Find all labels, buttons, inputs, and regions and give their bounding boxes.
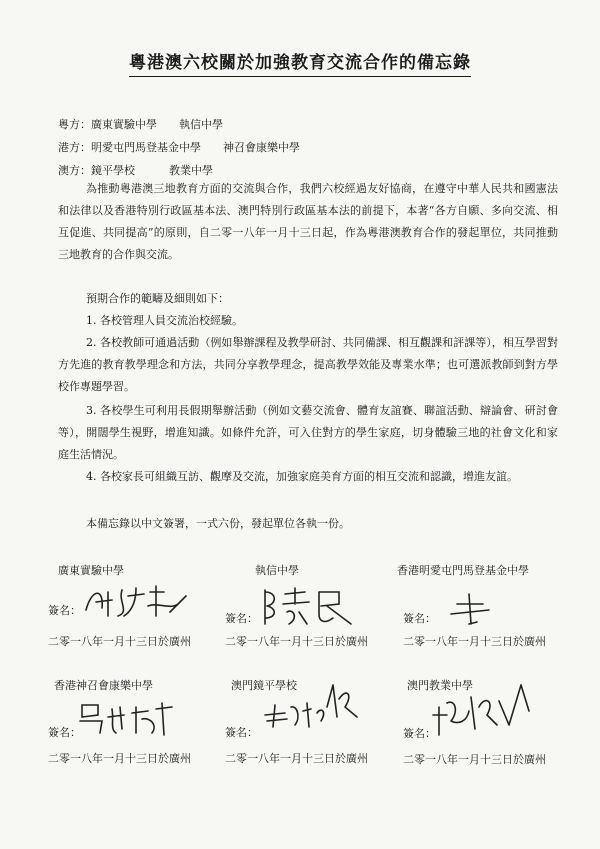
signature-label: 簽名： — [403, 727, 436, 740]
party-label: 港方： — [58, 141, 91, 154]
signing-date: 二零一八年一月十三日於廣州 — [225, 752, 368, 765]
signature-label: 簽名： — [48, 726, 81, 739]
signature-block — [225, 562, 400, 652]
signatory-school: 執信中學 — [255, 564, 299, 577]
party-school: 執信中學 — [179, 118, 223, 131]
handwritten-signature — [261, 677, 371, 731]
signature-label: 簽名： — [225, 612, 258, 625]
signatory-school: 香港明愛屯門馬登基金中學 — [397, 564, 529, 577]
party-hongkong — [58, 139, 300, 155]
party-label: 粵方： — [58, 118, 91, 131]
signing-date: 二零一八年一月十三日於廣州 — [48, 752, 191, 765]
signature-block — [403, 677, 578, 767]
party-macau — [58, 162, 213, 178]
document-title-text: 粵港澳六校關於加強教育交流合作的備忘錄 — [129, 53, 471, 77]
signature-label: 簽名： — [403, 612, 436, 625]
handwritten-signature — [443, 590, 523, 630]
signing-date: 二零一八年一月十三日於廣州 — [403, 753, 546, 766]
signatory-school: 廣東實驗中學 — [58, 564, 124, 577]
scope-heading: 預期合作的範疇及細則如下： — [86, 292, 229, 305]
party-guangdong — [58, 116, 223, 132]
signature-label: 簽名： — [48, 604, 81, 617]
signature-block — [48, 677, 223, 767]
party-school: 廣東實驗中學 — [91, 118, 157, 131]
scope-item-4: 4. 各校家長可組織互訪、觀摩及交流，加強家庭美育方面的相互交流和認識，增進友誼。 — [86, 470, 518, 483]
scope-item-1: 1. 各校管理人員交流治校經驗。 — [86, 314, 243, 327]
party-school: 明愛屯門馬登基金中學 — [91, 141, 201, 154]
signing-date: 二零一八年一月十三日於廣州 — [48, 635, 191, 648]
handwritten-signature — [78, 582, 198, 622]
signatory-school: 香港神召會康樂中學 — [54, 679, 153, 692]
closing-statement: 本備忘錄以中文簽署，一式六份，發起單位各執一份。 — [86, 517, 350, 530]
handwritten-signature — [52, 699, 182, 739]
signature-label: 簽名： — [225, 726, 258, 739]
handwritten-signature — [259, 584, 369, 628]
intro-paragraph: 為推動粵港澳三地教育方面的交流與合作，我們六校經過友好協商，在遵守中華人民共和國憲法和法律以及香港特別行政區基本法、澳門特別行政區基本法的前提下，本著“各方自願、多向交流、相互促進、共同提高”的原則，自二零一八年一月十三日起，作為粵港澳教育合作的發起單位，共同推動三地教育的合作與交流。 — [58, 182, 558, 261]
signatory-school: 澳門鏡平學校 — [231, 679, 297, 692]
party-school: 教業中學 — [169, 164, 213, 177]
document-title — [0, 48, 600, 73]
scope-item-3: 3. 各校學生可利用長假期舉辦活動（例如文藝交流會、體育友誼賽、聯誼活動、辯論會、研討會等），開闊學生視野，增進知識。如條件允許，可入住對方的學生家庭，切身體驗三地的社會文化和家庭生活情況。 — [58, 404, 558, 461]
handwritten-signature — [425, 681, 545, 741]
signing-date: 二零一八年一月十三日於廣州 — [225, 635, 368, 648]
signatory-school: 澳門教業中學 — [407, 679, 473, 692]
signature-block — [397, 562, 578, 652]
party-school: 鏡平學校 — [91, 164, 135, 177]
signature-block — [225, 677, 400, 767]
party-school: 神召會康樂中學 — [223, 141, 300, 154]
signature-block — [48, 562, 223, 652]
signing-date: 二零一八年一月十三日於廣州 — [403, 635, 546, 648]
party-label: 澳方： — [58, 164, 91, 177]
scope-item-2: 2. 各校教師可通過活動（例如舉辦課程及教學研討、共同備課、相互觀課和評課等），相互學習對方先進的教育教學理念和方法，共同分享教學理念，提高教學效能及專業水準；也可選派教師到對方學校作專題學習。 — [58, 336, 558, 393]
